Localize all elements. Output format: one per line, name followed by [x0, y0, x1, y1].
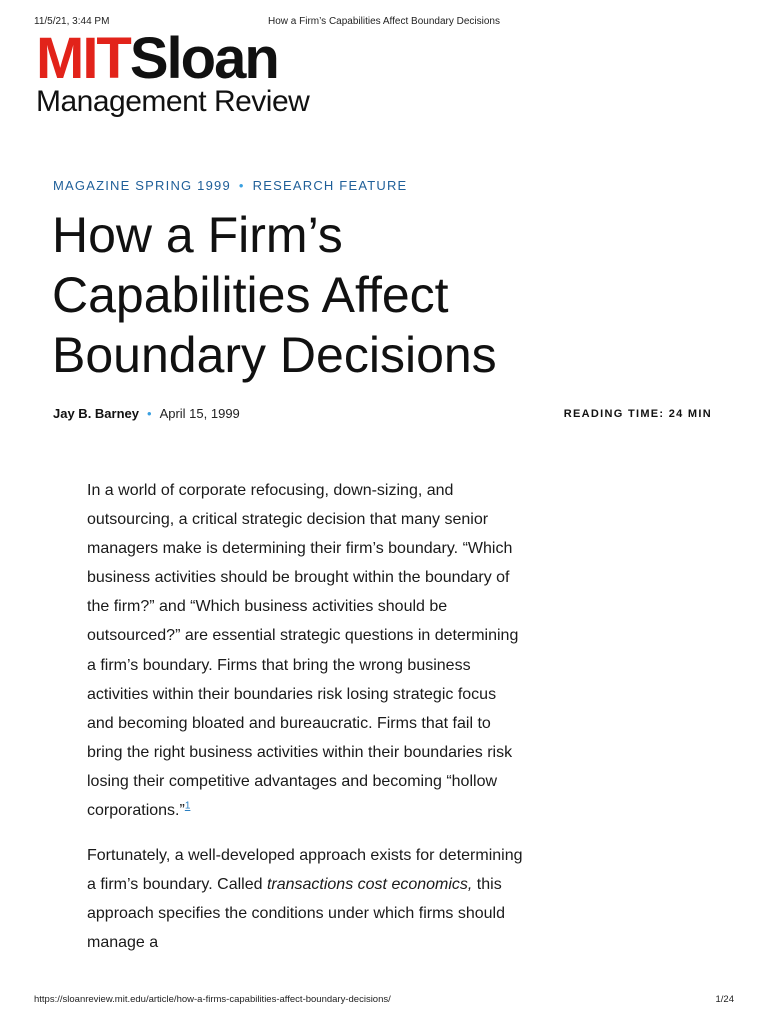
paragraph-1-text: In a world of corporate refocusing, down-sizing, and outsourcing, a critical strategic decision that many senior managers make is determining their firm’s boundary. “Which business activities should be brought within the boundary of the firm?” and “Which business activities should be outsourced?” are essential strategic questions in determining a firm’s boundary. Firms that bring the wrong business activities within their boundaries risk losing strategic focus and becoming bloated and bureaucratic. Firms that fail to bring the right business activities within their boundaries risk losing their competitive advantages and becoming “hollow corporations.”	[87, 482, 519, 820]
publish-date: April 15, 1999	[159, 406, 240, 421]
article-headline	[52, 205, 692, 385]
print-url: https://sloanreview.mit.edu/article/how-a-firms-capabilities-affect-boundary-decisions/	[34, 994, 391, 1005]
kicker-issue-link[interactable]: MAGAZINE SPRING 1999	[53, 178, 231, 193]
logo-wordmark	[36, 26, 336, 91]
kicker-separator-dot: •	[238, 178, 245, 193]
reading-time: READING TIME: 24 MIN	[563, 408, 712, 420]
byline	[53, 406, 240, 421]
article-body	[87, 476, 527, 974]
article-paragraph-2	[87, 841, 527, 957]
paragraph-2-italic-term: transactions cost economics,	[266, 876, 473, 894]
logo-mit: MIT	[36, 26, 130, 91]
article-paragraph-1	[87, 476, 527, 825]
kicker-category-link[interactable]: RESEARCH FEATURE	[252, 178, 408, 193]
print-doc-title: How a Firm’s Capabilities Affect Boundary Decisions	[268, 16, 500, 27]
print-page-number: 1/24	[715, 994, 734, 1005]
mit-sloan-logo[interactable]	[36, 26, 336, 118]
article-kicker	[53, 178, 407, 193]
headline-line-2: Capabilities Affect	[52, 267, 449, 323]
logo-subtitle: Management Review	[36, 85, 310, 118]
logo-sloan: Sloan	[129, 26, 278, 91]
paragraph-2-text-start: Fortunately, a well-developed approach exists for determining a firm’s boundary. Called	[87, 847, 523, 894]
headline-line-3: Boundary Decisions	[52, 327, 497, 383]
footnote-link[interactable]: 1	[184, 800, 191, 812]
author-link[interactable]: Jay B. Barney	[53, 406, 139, 421]
paragraph-2-text-end: this approach specifies the conditions under which firms should manage a	[87, 876, 506, 952]
headline-line-1: How a Firm’s	[52, 207, 343, 263]
byline-separator-dot: •	[147, 406, 152, 421]
print-datetime: 11/5/21, 3:44 PM	[34, 16, 110, 27]
